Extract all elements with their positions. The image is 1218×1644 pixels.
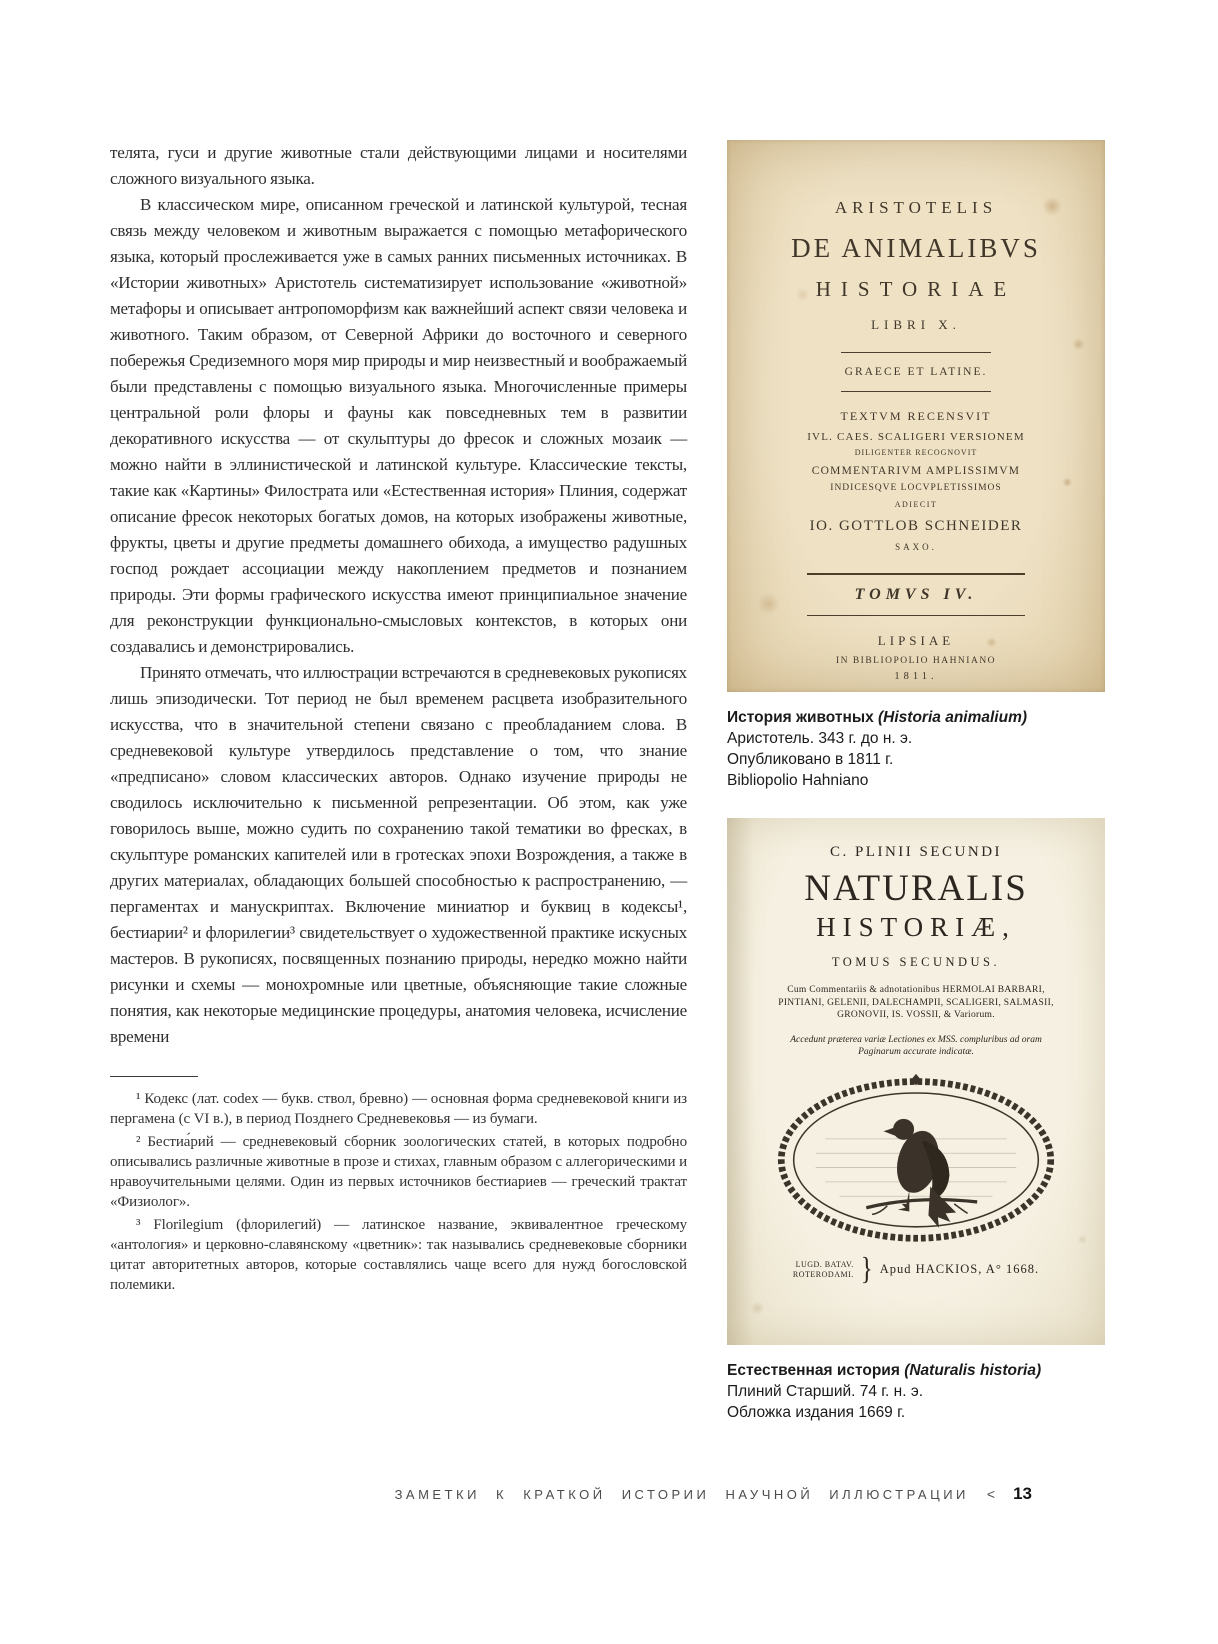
plate-line: DE ANIMALIBVS	[791, 233, 1041, 263]
paragraph: В классическом мире, описанном греческой и латинской культурой, тесная связь между человеком и животным выражается с помощью метафорического языка, который прослеживается уже в самых ранних письменных источниках. В «Истории животных» Аристотель систематизирует использование «животной» метафоры и описывает антропоморфизм как важнейший аспект связи человека и животного. Таким образом, от Северной Африки до восточного и северного побережья Средиземного моря мир природы и мир неизвестный и воображаемый были представлены с помощью визуального языка. Многочисленные примеры центральной роли флоры и фауны как повседневных тем в развитии декоративного искусства — от скульптуры до фресок и сложных мозаик — можно найти в эллинистической и латинской культуре. Классические тексты, такие как «Картины» Филострата или «Естественная история» Плиния, содержат описание фресок некоторых богатых домов, на которых изображены животные, фрукты, цветы и другие предметы домашнего обихода, а имущество радушных господ рождает ассоциации между накоплением предметов и познанием природы. Эти формы графического искусства имеют принципиальное значение для реконструкции функционально-смысловых контекстов, в которых они создавались и демонстрировались.	[110, 195, 687, 656]
imprint-brace: }	[860, 1252, 873, 1286]
plate-line: HISTORIAE	[815, 277, 1017, 301]
text-column	[110, 140, 687, 1298]
plate-line: IVL. CAES. SCALIGERI VERSIONEM	[807, 431, 1025, 443]
caption-line: Опубликовано в 1811 г.	[727, 751, 894, 768]
plate-line: HISTORIÆ,	[816, 912, 1016, 942]
eagle-emblem-engraving	[766, 1072, 1066, 1244]
plate-line: ADIECIT	[894, 500, 938, 509]
imprint	[727, 1252, 1105, 1286]
plate-rule	[807, 615, 1025, 616]
aristotle-title-page-plate	[727, 140, 1105, 692]
plate-line: GRAECE ET LATINE.	[844, 366, 988, 378]
caption-line: Плиний Старший. 74 г. н. э.	[727, 1383, 924, 1400]
figure-aristotle	[727, 140, 1105, 791]
page-footer	[395, 1484, 1032, 1504]
imprint-places	[793, 1260, 854, 1279]
figure-pliny	[727, 818, 1105, 1423]
caption-title-ru: История животных	[727, 709, 874, 726]
footnote-2: ² Бестиа́рий — средневековый сборник зоологических статей, в которых подробно описывались различные животные в прозе и стихах, главным образом с аллегорическими и нравоучительными целями. Один из первых источников бестиариев — греческий трактат «Физиолог».	[110, 1134, 687, 1210]
plate-line: LIPSIAE	[877, 633, 955, 648]
plate-line: TOMUS SECUNDUS.	[831, 955, 1001, 969]
plate-rule	[841, 352, 991, 353]
pliny-title-page-plate	[727, 818, 1105, 1345]
caption-title-ru: Естественная история	[727, 1362, 900, 1379]
footnote-divider	[110, 1076, 198, 1077]
plate-line: NATURALIS	[804, 868, 1028, 909]
imprint-publisher: Apud HACKIOS, A° 1668.	[879, 1262, 1040, 1276]
plate-line: 1811.	[894, 671, 938, 682]
plate-rule	[807, 573, 1025, 575]
caption-title-latin: (Naturalis historia)	[904, 1362, 1042, 1379]
imprint-place-2: ROTERODAMI.	[792, 1269, 854, 1279]
figure-caption-aristotle	[727, 707, 1105, 791]
imprint-place-1: LUGD. BATAV.	[795, 1260, 854, 1269]
footnote-3: ³ Florilegium (флорилегий) — латинское название, эквивалентное греческому «антология» и церковно-славянскому «цветник»: так назывались средневековые сборники цитат авторитетных авторов, которые составлялись чаще всего для нужд богословской полемики.	[110, 1217, 687, 1293]
caption-title-latin: (Historia animalium)	[878, 709, 1028, 726]
footnotes	[110, 1076, 687, 1295]
plate-line: SAXO.	[895, 542, 937, 552]
plate-line: IO. GOTTLOB SCHNEIDER	[809, 518, 1023, 534]
caption-line: Bibliopolio Hahniano	[727, 772, 869, 789]
plate-line: C. PLINII SECUNDI	[829, 844, 1003, 860]
plate-line: COMMENTARIVM AMPLISSIMVM	[811, 465, 1021, 477]
plate-line: INDICESQVE LOCVPLETISSIMOS	[830, 483, 1002, 493]
plate-line: IN BIBLIOPOLIO HAHNIANO	[835, 656, 997, 666]
plate-line: LIBRI X.	[871, 317, 961, 332]
plate-line: DILIGENTER RECOGNOVIT	[854, 448, 978, 457]
figure-caption-pliny	[727, 1360, 1105, 1423]
plate-commentators-block: Cum Commentariis & adnotationibus HERMOLAI BARBARI, PINTIANI, GELENII, DALECHAMPII, SCALIGERI, SALMASII, GRONOVII, IS. VOSSII, & Variorum.	[778, 985, 1054, 1020]
plate-rule	[841, 391, 991, 392]
plate-line: TOMVS IV.	[854, 586, 978, 603]
paragraph: телята, гуси и другие животные стали действующими лицами и носителями сложного визуального языка.	[110, 143, 687, 188]
chevron-left-icon: <	[986, 1486, 996, 1502]
caption-title	[727, 1360, 1105, 1381]
paragraph: Принято отмечать, что иллюстрации встречаются в средневековых рукописях лишь эпизодически. Тот период не был временем расцвета изобразительного искусства, что в значительной степени связано с преобладанием слова. В средневековой культуре утвердилось представление о том, что знание «предписано» словом классических авторов. Однако изучение природы не сводилось исключительно к письменной репрезентации. Об этом, как уже говорилось выше, можно судить по сохранению такой тематики во фресках, в скульптуре романских капителей или в гротесках эпохи Возрождения, а также в других материалах, обладающих большей способностью к распространению, — пергаментах и манускриптах. Включение миниатюр и буквиц в кодексы¹, бестиарии² и флорилегии³ свидетельствует о художественной практике искусных мастеров. В рукописях, посвященных познанию природы, нередко можно найти рисунки и схемы — монохромные или цветные, объясняющие такие сложные понятия, как некоторые медицинские процедуры, анатомия человека, исчисление времени	[110, 663, 687, 1046]
plate-line: ARISTOTELIS	[834, 198, 998, 217]
caption-line: Обложка издания 1669 г.	[727, 1404, 906, 1421]
footnote-1: ¹ Кодекс (лат. codex — букв. ствол, бревно) — основная форма средневековой книги из пергамена (с VI в.), в период Позднего Средневековья — из бумаги.	[110, 1091, 687, 1127]
caption-line: Аристотель. 343 г. до н. э.	[727, 730, 913, 747]
plate-note-block: Accedunt præterea variæ Lectiones ex MSS. compluribus ad oram Paginarum accurate indicatæ.	[790, 1034, 1042, 1057]
plate-line: TEXTVM RECENSVIT	[840, 409, 992, 423]
page-number: 13	[1013, 1484, 1032, 1503]
caption-title	[727, 707, 1105, 728]
running-title: ЗАМЕТКИ К КРАТКОЙ ИСТОРИИ НАУЧНОЙ ИЛЛЮСТРАЦИИ	[394, 1487, 969, 1502]
main-text	[110, 140, 687, 1050]
